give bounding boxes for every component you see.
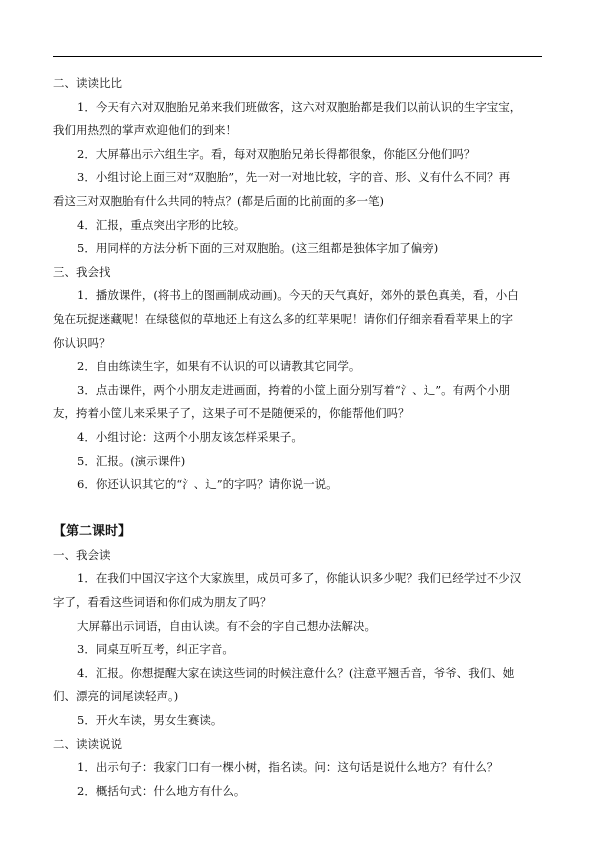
- text-line: 4．小组讨论：这两个小朋友该怎样采果子。: [77, 429, 303, 444]
- text-line: 字了，看看这些词语和你们成为朋友了吗？: [53, 595, 272, 610]
- text-line: 你认识吗？: [53, 335, 111, 350]
- text-line: 我们用热烈的掌声欢迎他们的到来！: [53, 123, 237, 138]
- text-line: 一、我会读: [53, 547, 111, 562]
- lesson-part-two: [53, 544, 542, 804]
- lesson-part-one: [53, 72, 542, 497]
- text-line: 2．概括句式：什么地方有什么。: [77, 783, 246, 798]
- text-line: 三、我会找: [53, 264, 111, 279]
- header-rule: [53, 56, 542, 57]
- text-line: 大屏幕出示词语，自由认读。有不会的字自己想办法解决。: [77, 618, 376, 633]
- text-line: 1．播放课件，(将书上的图画制成动画)。今天的天气真好，郊外的景色真美，看，小白: [77, 288, 519, 303]
- text-line: 兔在玩捉迷藏呢！在绿毯似的草地还上有这么多的红苹果呢！请你们仔细亲看看苹果上的字: [53, 311, 513, 326]
- text-line: 1．今天有六对双胞胎兄弟来我们班做客，这六对双胞胎都是我们以前认识的生字宝宝，: [77, 99, 522, 114]
- text-line: 3．同桌互听互考，纠正字音。: [77, 642, 234, 657]
- document-body: [53, 72, 542, 803]
- text-line: 3．点击课件，两个小朋友走进画面，挎着的小筐上面分别写着“氵、辶”。有两个小朋: [77, 382, 511, 397]
- text-line: 6．你还认识其它的“氵、辶”的字吗？请你说一说。: [77, 477, 338, 492]
- text-line: 4．汇报，重点突出字形的比较。: [77, 217, 246, 232]
- text-line: 5．用同样的方法分析下面的三对双胞胎。(这三组都是独体字加了偏旁): [77, 241, 439, 256]
- text-line: 4．汇报。你想提醒大家在读这些词的时候注意什么？(注意平翘舌音，爷爷、我们、她: [77, 665, 515, 680]
- text-line: 友，挎着小筐儿来采果子了，这果子可不是随便采的，你能帮他们吗？: [53, 406, 410, 421]
- text-line: 1．出示句子：我家门口有一棵小树，指名读。问：这句话是说什么地方？有什么？: [77, 760, 499, 775]
- text-line: 3．小组讨论上面三对“双胞胎”，先一对一对地比较，字的音、形、义有什么不同？再: [77, 170, 511, 185]
- text-line: 2．自由练读生字，如果有不认识的可以请教其它同学。: [77, 359, 361, 374]
- text-line: 二、读读说说: [53, 736, 122, 751]
- section-title: 【第二课时】: [53, 524, 132, 540]
- text-line: 2．大屏幕出示六组生字。看，每对双胞胎兄弟长得都很象，你能区分他们吗？: [77, 146, 476, 161]
- text-line: 看这三对双胞胎有什么共同的特点？(都是后面的比前面的多一笔): [53, 193, 384, 208]
- text-line: 二、读读比比: [53, 76, 122, 90]
- text-line: 1．在我们中国汉字这个大家族里，成员可多了，你能认识多少呢？我们已经学过不少汉: [77, 571, 522, 586]
- spacer: [53, 497, 542, 521]
- text-line: 5．开火车读，男女生赛读。: [77, 713, 223, 728]
- text-line: 们、漂亮的词尾读轻声。): [53, 689, 179, 704]
- text-line: 5．汇报。(演示课件): [77, 453, 186, 468]
